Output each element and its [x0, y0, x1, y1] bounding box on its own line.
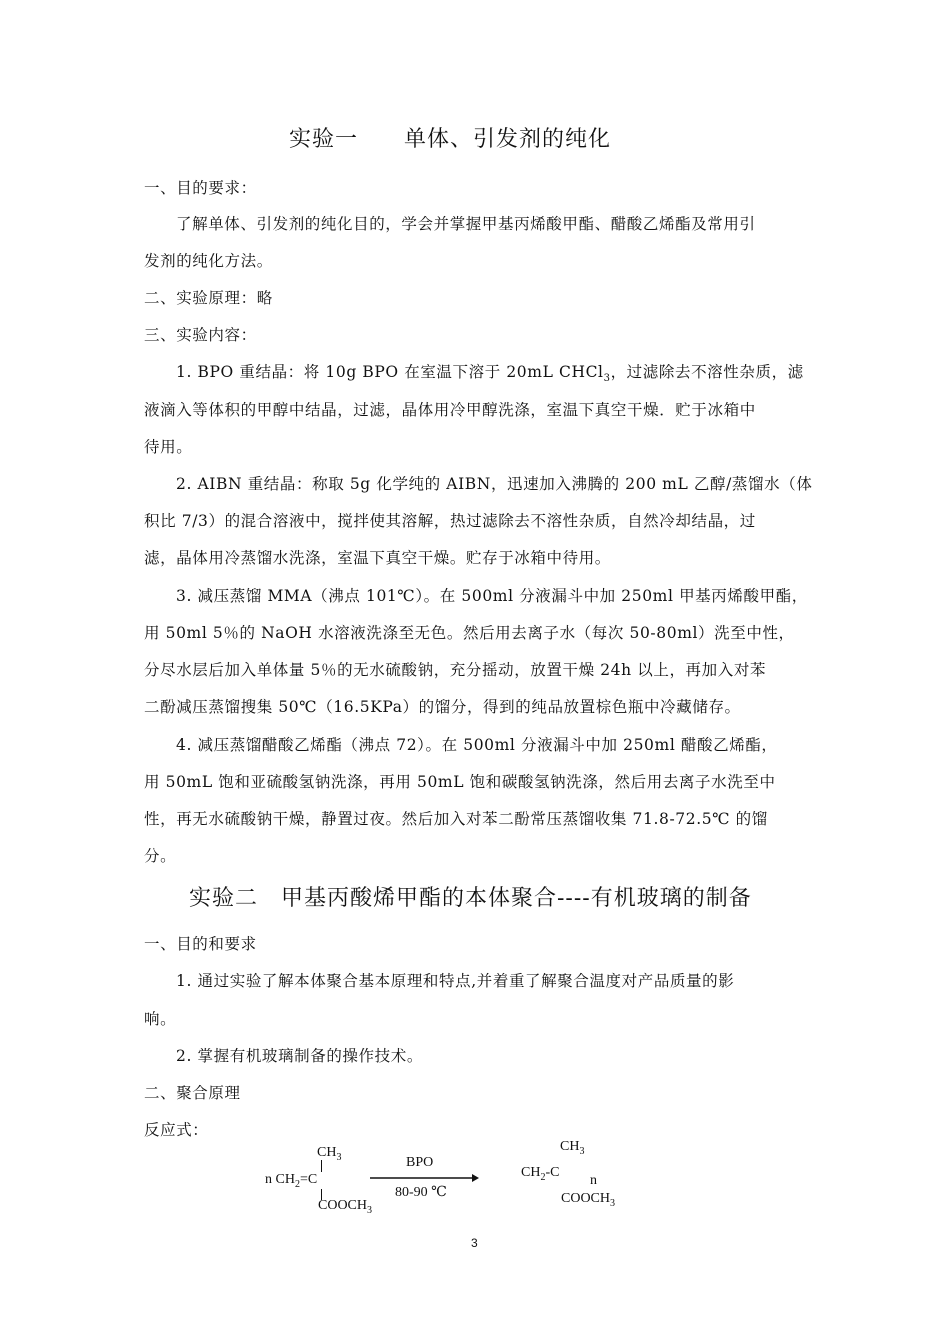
section2-heading-purpose: 一、目的和要求 — [144, 935, 257, 953]
item4-line2: 用 50mL 饱和亚硫酸氢钠洗涤，再用 50mL 饱和碳酸氢钠洗涤，然后用去离子水洗至中 — [144, 773, 776, 791]
section2-goal1-line1: 1. 通过实验了解本体聚合基本原理和特点,并着重了解聚合温度对产品质量的影 — [176, 972, 735, 990]
section1-purpose-line2: 发剂的纯化方法。 — [144, 252, 273, 270]
temperature-label: 80-90 ℃ — [395, 1185, 447, 1200]
section2-heading-principle: 二、聚合原理 — [144, 1084, 241, 1102]
product-ester: $COOCH_3$ — [561, 1191, 616, 1209]
product-repeat-n: n — [590, 1173, 597, 1188]
reactant-ester: $COOCH_3$ — [318, 1198, 373, 1216]
product-methyl: $CH_3$ — [560, 1139, 585, 1157]
page-number: 3 — [471, 1236, 478, 1250]
section2-reaction-label: 反应式： — [144, 1121, 209, 1139]
reactant-bond-up — [321, 1160, 322, 1172]
section1-title: 实验一 单体、引发剂的纯化 — [289, 127, 612, 152]
item4-line1: 4. 减压蒸馏醋酸乙烯酯（沸点 72）。在 500ml 分液漏斗中加 250ml 醋酸乙烯酯， — [176, 736, 778, 754]
section1-heading-purpose: 一、目的要求： — [144, 179, 257, 197]
item4-line3: 性，再无水硫酸钠干燥，静置过夜。然后加入对苯二酚常压蒸馏收集 71.8-72.5℃ 的馏 — [144, 810, 768, 828]
section2-goal2: 2. 掌握有机玻璃制备的操作技术。 — [176, 1047, 423, 1065]
item3-line3: 分尽水层后加入单体量 5％的无水硫酸钠，充分摇动，放置干燥 24h 以上，再加入对苯 — [144, 661, 767, 679]
item2-line1: 2. AIBN 重结晶：称取 5g 化学纯的 AIBN，迅速加入沸腾的 200 mL 乙醇/蒸馏水（体 — [176, 475, 813, 493]
item2-line2: 积比 7/3）的混合溶液中，搅拌使其溶解，热过滤除去不溶性杂质，自然冷却结晶，过 — [144, 512, 756, 530]
item1-line3: 待用。 — [144, 438, 193, 456]
section2-title: 实验二 甲基丙酸烯甲酯的本体聚合----有机玻璃的制备 — [189, 886, 752, 911]
item3-line1: 3. 减压蒸馏 MMA（沸点 101℃）。在 500ml 分液漏斗中加 250ml 甲基丙烯酸甲酯， — [176, 587, 808, 605]
item4-line4: 分。 — [144, 847, 177, 865]
section1-purpose-line1: 了解单体、引发剂的纯化目的，学会并掌握甲基丙烯酸甲酯、醋酸乙烯酯及常用引 — [176, 215, 756, 233]
item3-line2: 用 50ml 5％的 NaOH 水溶液洗涤至无色。然后用去离子水（每次 50-80ml）洗至中性， — [144, 624, 795, 642]
reaction-arrow — [370, 1173, 480, 1183]
item1-line2: 液滴入等体积的甲醇中结晶，过滤，晶体用冷甲醇洗涤，室温下真空干燥．贮于冰箱中 — [144, 401, 756, 419]
product-backbone: $CH_2-C$ — [521, 1165, 560, 1183]
section1-heading-principle: 二、实验原理：略 — [144, 289, 273, 307]
item1-line1: 1. BPO 重结晶：将 10g BPO 在室温下溶于 20mL CHCl$_3$，过滤除去不溶性杂质，滤 — [176, 363, 804, 385]
section2-goal1-line2: 响。 — [144, 1010, 177, 1028]
catalyst-label: BPO — [406, 1155, 434, 1170]
reactant-monomer: n $CH_2=C$ — [265, 1172, 318, 1190]
item3-line4: 二酚减压蒸馏搜集 50℃（16.5KPa）的馏分，得到的纯品放置棕色瓶中冷藏储存。 — [144, 698, 741, 716]
reactant-methyl: $CH_3$ — [317, 1145, 342, 1163]
section1-heading-content: 三、实验内容： — [144, 326, 257, 344]
item2-line3: 滤，晶体用冷蒸馏水洗涤，室温下真空干燥。贮存于冰箱中待用。 — [144, 549, 611, 567]
